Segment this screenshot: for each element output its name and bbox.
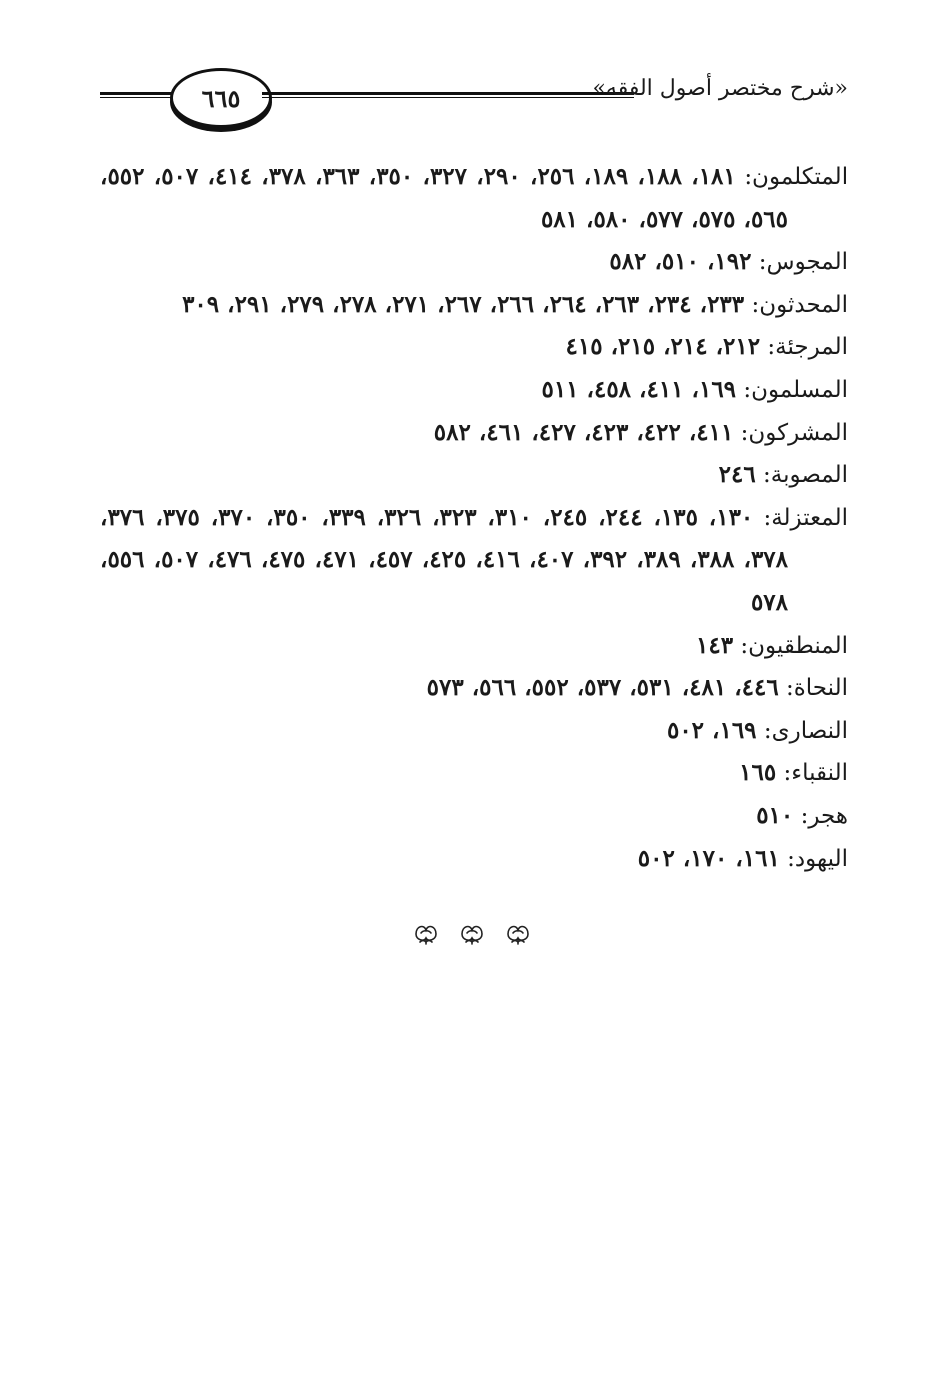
index-entry [100, 454, 848, 497]
index-term: النقباء: [783, 760, 848, 787]
index-term: اليهود: [787, 845, 848, 872]
index-list [100, 156, 848, 880]
index-entry [100, 326, 848, 369]
index-entry [100, 710, 848, 753]
page-number-oval [170, 68, 272, 128]
index-term: النصارى: [763, 717, 848, 744]
index-term: المجوس: [758, 249, 848, 276]
index-pages: ٤١١، ٤٢٢، ٤٢٣، ٤٢٧، ٤٦١، ٥٨٢ [433, 418, 734, 446]
index-pages: ٢٤٦ [718, 461, 756, 489]
index-term: المعتزلة: [763, 504, 848, 531]
index-pages: ١٦١، ١٧٠، ٥٠٢ [637, 844, 780, 872]
index-pages: ١٣٠، ١٣٥، ٢٤٤، ٢٤٥، ٣١٠، ٣٢٣، ٣٢٦، ٣٣٩، ٣٥٠، ٣٧٠، ٣٧٥، ٣٧٦، ٣٧٨، ٣٨٨، ٣٨٩، ٣٩٢، ٤٠٧، ٤١٦، ٤٢٥، ٤٥٧، ٤٧١، ٤٧٥، ٤٧٦، ٥٠٧، ٥٥٦، ٥٧٨ [100, 503, 788, 616]
index-pages: ٢٣٣، ٢٣٤، ٢٦٣، ٢٦٤، ٢٦٦، ٢٦٧، ٢٧١، ٢٧٨، ٢٧٩، ٢٩١، ٣٠٩ [182, 290, 745, 318]
index-pages: ١٩٢، ٥١٠، ٥٨٢ [609, 248, 752, 276]
index-term: النحاة: [786, 675, 848, 702]
index-pages: ٥١٠ [756, 801, 794, 829]
index-term: المسلمون: [743, 376, 848, 403]
index-entry [100, 838, 848, 881]
page-number: ٦٦٥ [201, 83, 241, 113]
index-term: المصوبة: [762, 462, 848, 489]
index-entry [100, 284, 848, 327]
index-entry [100, 497, 848, 625]
index-entry [100, 241, 848, 284]
index-term: المرجئة: [767, 334, 848, 361]
index-pages: ١٤٣ [696, 631, 734, 659]
index-entry [100, 667, 848, 710]
index-pages: ١٨١، ١٨٨، ١٨٩، ٢٥٦، ٢٩٠، ٣٢٧، ٣٥٠، ٣٦٣، ٣٧٨، ٤١٤، ٥٠٧، ٥٥٢، ٥٦٥، ٥٧٥، ٥٧٧، ٥٨٠، ٥٨١ [100, 163, 788, 233]
header-rule-left [100, 92, 180, 98]
index-entry [100, 156, 848, 241]
index-term: المتكلمون: [744, 164, 849, 190]
running-title: «شرح مختصر أصول الفقه» [592, 76, 848, 101]
header-rule-right [262, 92, 634, 98]
index-entry [100, 752, 848, 795]
index-pages: ٢١٢، ٢١٤، ٢١٥، ٤١٥ [565, 333, 761, 361]
index-term: المشركون: [740, 419, 848, 446]
index-entry [100, 795, 848, 838]
floral-ornament-icon [408, 918, 540, 946]
index-entry [100, 369, 848, 412]
index-pages: ١٦٥ [739, 759, 777, 787]
index-term: المنطقيون: [740, 632, 848, 659]
index-term: المحدثون: [751, 291, 848, 318]
index-entry [100, 412, 848, 455]
index-entry [100, 625, 848, 668]
index-pages: ٤٤٦، ٤٨١، ٥٣١، ٥٣٧، ٥٥٢، ٥٦٦، ٥٧٣ [426, 674, 779, 702]
index-term: هجر: [800, 802, 848, 829]
page-header [100, 66, 848, 130]
index-pages: ١٦٩، ٥٠٢ [666, 716, 757, 744]
index-pages: ١٦٩، ٤١١، ٤٥٨، ٥١١ [541, 375, 737, 403]
